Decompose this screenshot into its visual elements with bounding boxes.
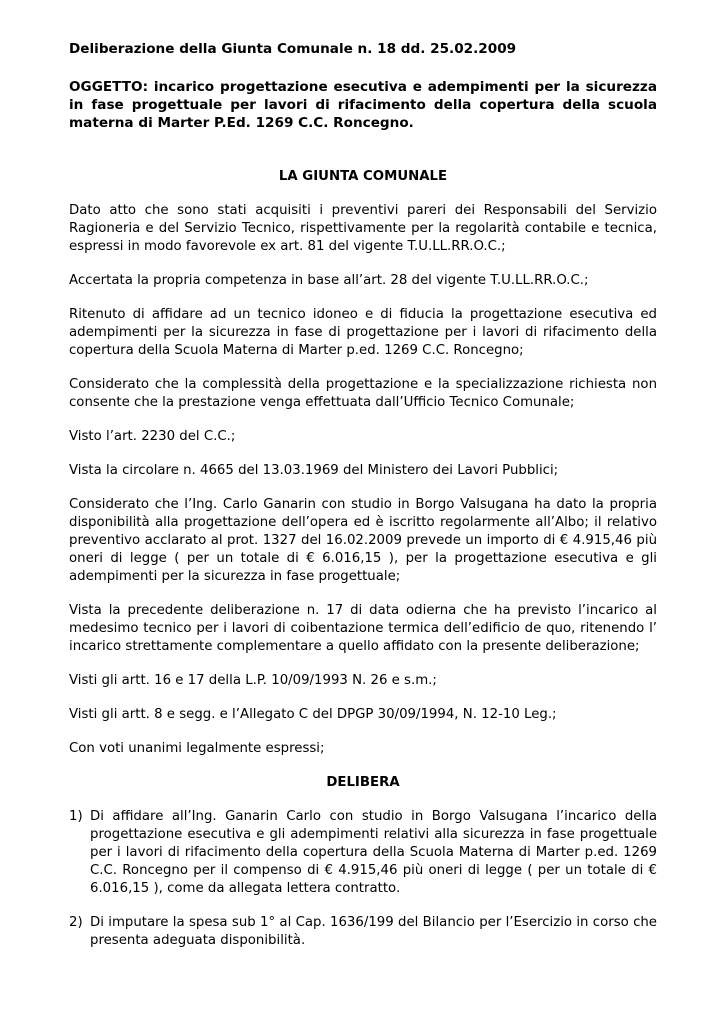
paragraph: Vista la precedente deliberazione n. 17 di data odierna che ha previsto l’incarico al medesimo tecnico per i lavori di coibentazione termica dell’edificio de quo, ritenendo l’ incarico strettamente complementare a quello affidato con la presente deliberazione; (69, 603, 657, 654)
paragraph: Ritenuto di affidare ad un tecnico idoneo e di fiducia la progettazione esecutiva ed adempimenti per la sicurezza in fase di progettazione per i lavori di rifacimento della copertura della Scuola Materna di Marter p.ed. 1269 C.C. Roncegno; (69, 307, 657, 358)
list-item (69, 808, 657, 898)
paragraph: Visto l’art. 2230 del C.C.; (69, 429, 236, 444)
decision-heading: DELIBERA (326, 775, 400, 790)
paragraph: Considerato che l’Ing. Carlo Ganarin con studio in Borgo Valsugana ha dato la propria disponibilità alla progettazione dell’opera ed è iscritto regolarmente all’Albo; il relativo preventivo acclarato al prot. 1327 del 16.02.2009 prevede un importo di € 4.915,46 più oneri di legge ( per un totale di € 6.016,15 ), per la progettazione esecutiva e gli adempimenti per la sicurezza in fase progettuale; (69, 497, 657, 584)
list-item-text: Di affidare all’Ing. Ganarin Carlo con studio in Borgo Valsugana l’incarico della progettazione esecutiva e gli adempimenti relativi alla sicurezza in fase progettuale per i lavori di rifacimento della copertura della Scuola Materna di Marter p.ed. 1269 C.C. Roncegno per il compenso di € 4.915,46 più oneri di legge ( per un totale di € 6.016,15 ), come da allegata lettera contratto. (90, 809, 657, 896)
document-title: Deliberazione della Giunta Comunale n. 18 dd. 25.02.2009 (69, 41, 517, 57)
paragraph: Accertata la propria competenza in base all’art. 28 del vigente T.U.LL.RR.O.C.; (69, 273, 589, 288)
list-item-number: 1) (69, 809, 83, 824)
list-item-text: Di imputare la spesa sub 1° al Cap. 1636/199 del Bilancio per l’Esercizio in corso che presenta adeguata disponibilità. (90, 915, 657, 948)
paragraph: Con voti unanimi legalmente espressi; (69, 741, 325, 756)
paragraph: Vista la circolare n. 4665 del 13.03.1969 del Ministero dei Lavori Pubblici; (69, 463, 559, 478)
section-heading: LA GIUNTA COMUNALE (278, 169, 448, 184)
paragraph: Visti gli artt. 16 e 17 della L.P. 10/09/1993 N. 26 e s.m.; (69, 673, 437, 688)
paragraph: Dato atto che sono stati acquisiti i preventivi pareri dei Responsabili del Servizio Ragioneria e del Servizio Tecnico, rispettivamente per la regolarità contabile e tecnica, espressi in modo favorevole ex art. 81 del vigente T.U.LL.RR.O.C.; (69, 203, 657, 254)
list-item (69, 914, 657, 950)
paragraph: Visti gli artt. 8 e segg. e l’Allegato C del DPGP 30/09/1994, N. 12-10 Leg.; (69, 707, 557, 722)
document-page (69, 40, 657, 966)
list-item-number: 2) (69, 915, 83, 930)
paragraph: Considerato che la complessità della progettazione e la specializzazione richiesta non consente che la prestazione venga effettuata dall’Ufficio Tecnico Comunale; (69, 377, 657, 410)
document-subject: OGGETTO: incarico progettazione esecutiva e adempimenti per la sicurezza in fase progettuale per lavori di rifacimento della copertura della scuola materna di Marter P.Ed. 1269 C.C. Roncegno. (69, 79, 657, 131)
